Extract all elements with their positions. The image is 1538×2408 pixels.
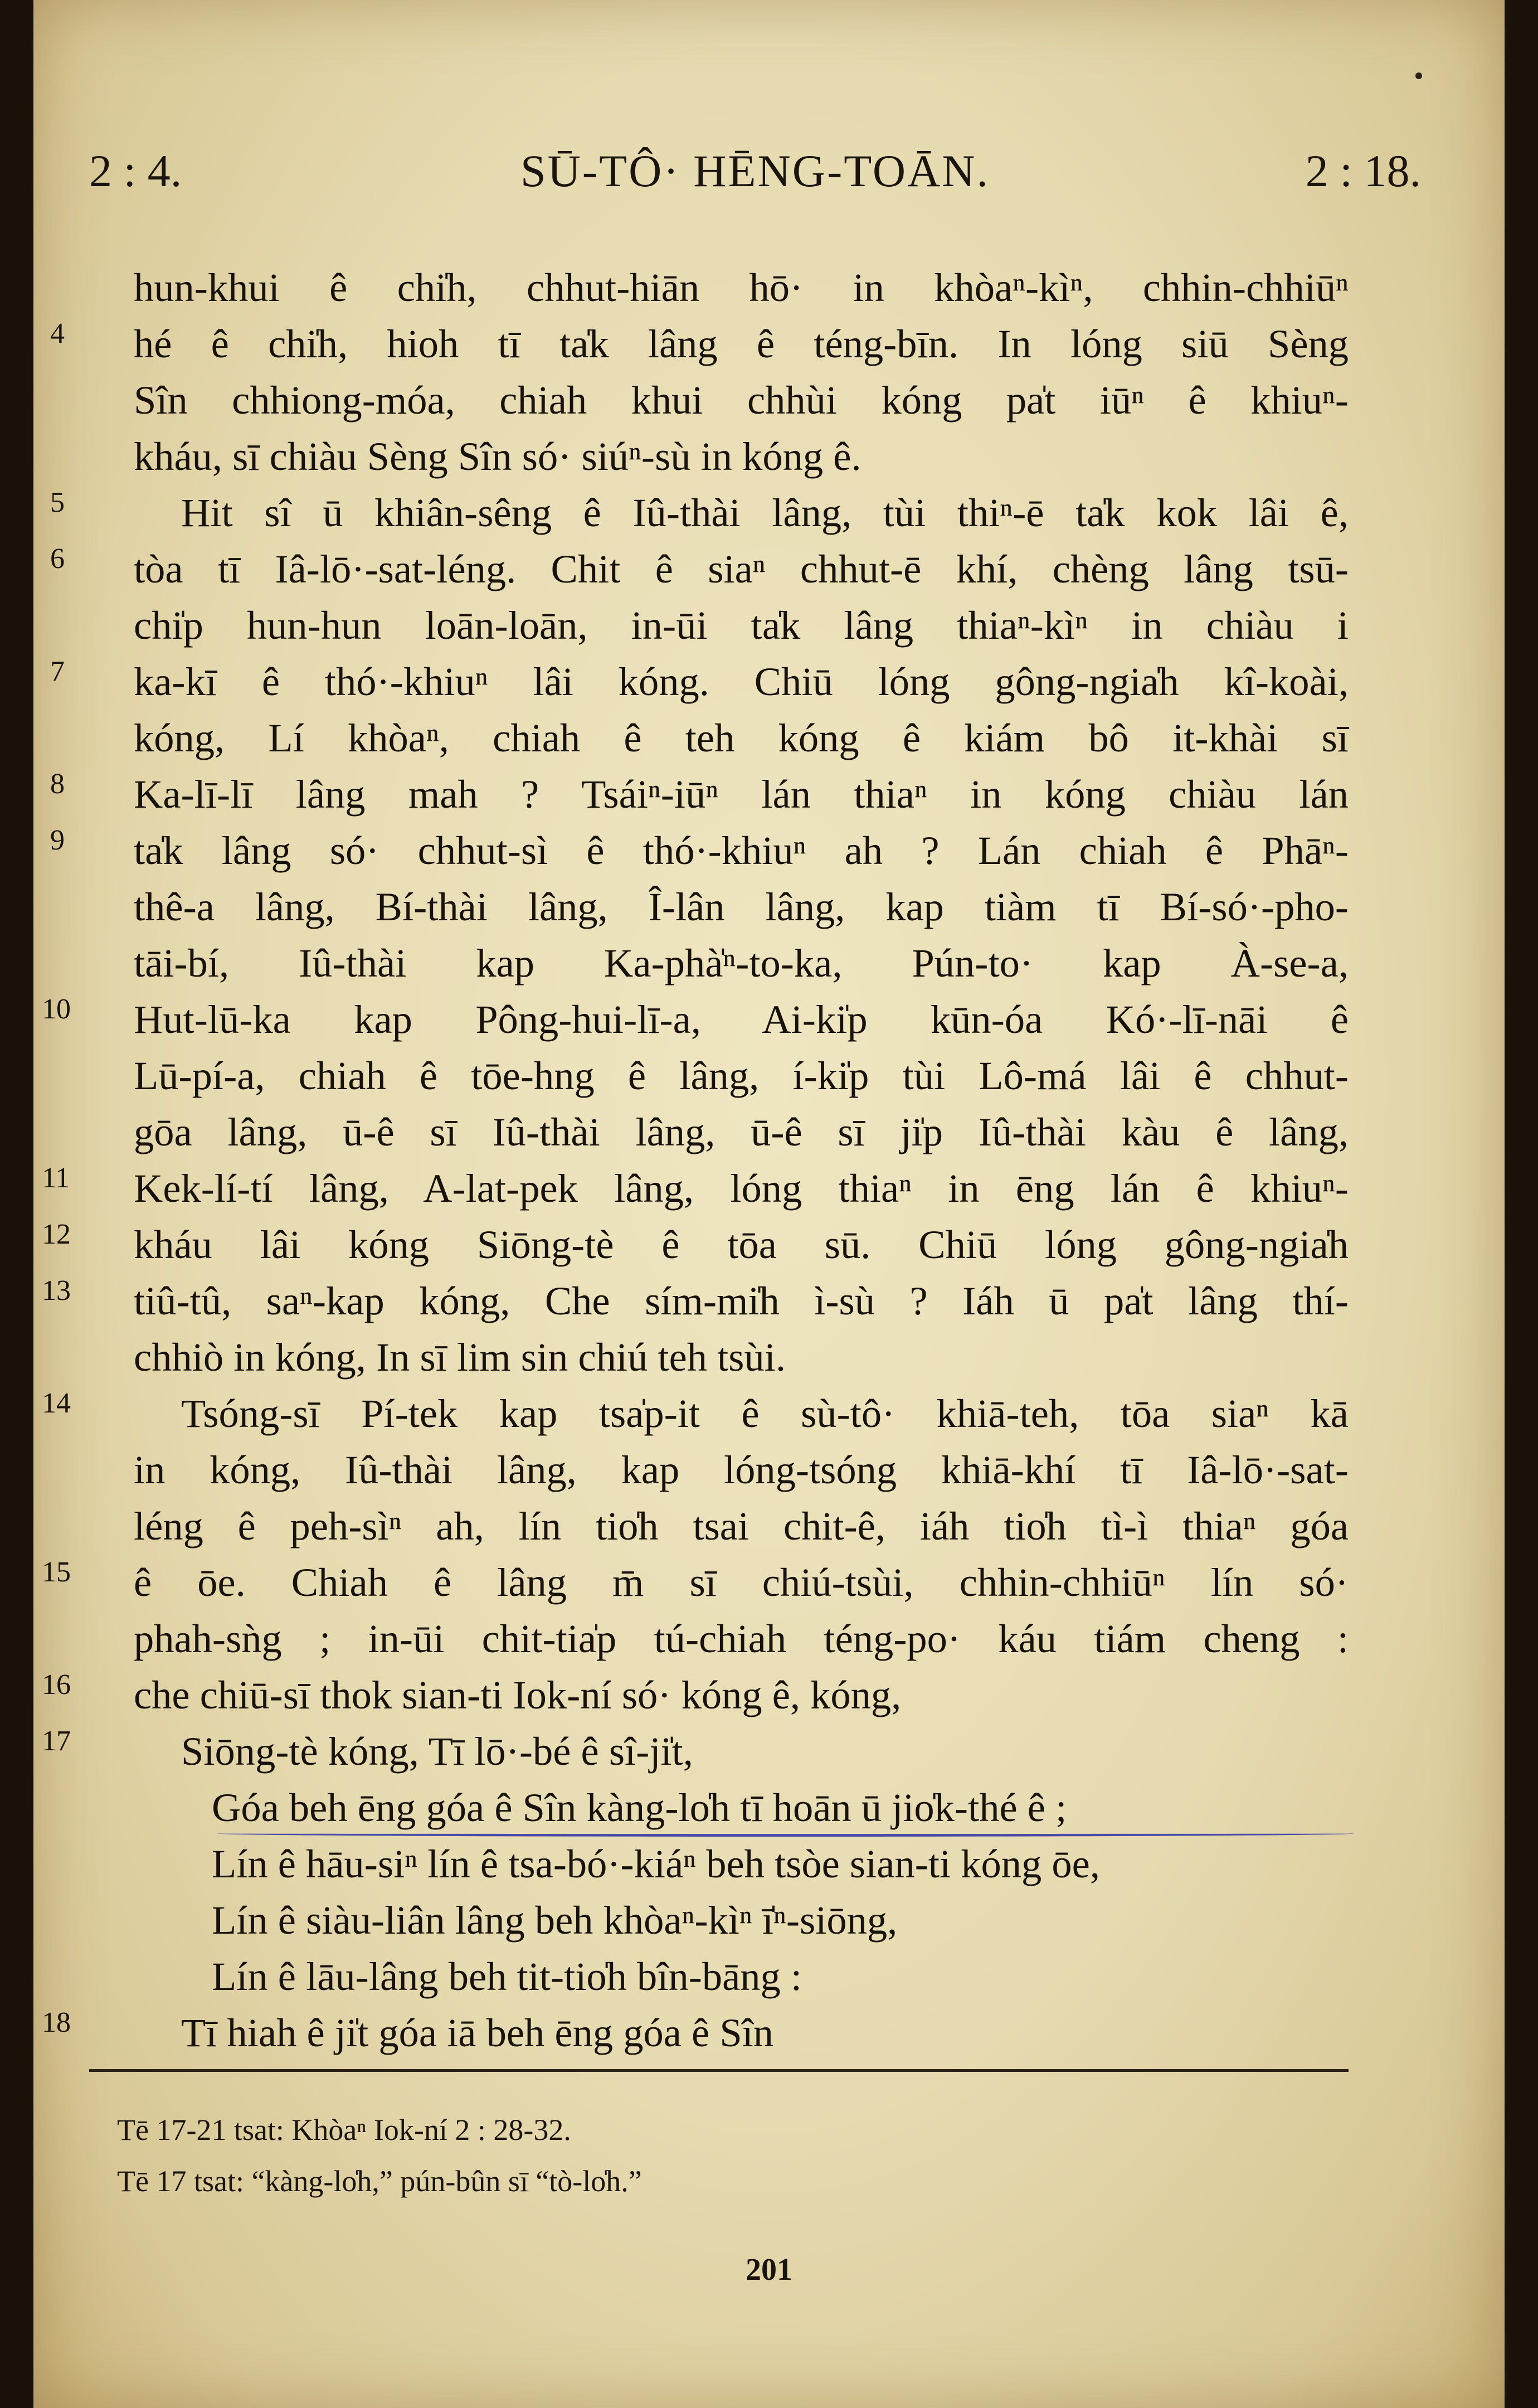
text-line xyxy=(50,484,1349,541)
footnotes xyxy=(117,2104,642,2207)
running-header xyxy=(89,145,1421,212)
line-text: Lín ê siàu-liân lâng beh khòaⁿ-kìⁿ ī̍ⁿ-siōng, xyxy=(212,1897,898,1943)
header-title: SŪ-TÔ· HĒNG-TOĀN. xyxy=(520,145,990,196)
text-line xyxy=(134,878,1349,935)
text-line xyxy=(134,259,1349,315)
line-text: in kóng, Iû-thài lâng, kap lóng-tsóng khiā-khí tī Iâ-lō·-sat- xyxy=(134,1447,1349,1492)
line-text: hé ê chi̍h, hioh tī ta̍k lâng ê téng-bīn. In lóng siū Sèng xyxy=(134,321,1349,366)
text-line xyxy=(42,1216,1349,1273)
line-text: Ka-lī-lī lâng mah ? Tsáiⁿ-iūⁿ lán thiaⁿ in kóng chiàu lán xyxy=(134,771,1349,817)
line-text: Góa beh ēng góa ê Sîn kàng-lo̍h tī hoān ū jio̍k-thé ê ; xyxy=(212,1785,1067,1830)
line-text: tāi-bí, Iû-thài kap Ka-phà̍ⁿ-to-ka, Pún-to· kap À-se-a, xyxy=(134,940,1349,985)
verse-number: 7 xyxy=(50,656,65,687)
line-text: Hit sî ū khiân-sêng ê Iû-thài lâng, tùi thiⁿ-ē ta̍k kok lâi ê, xyxy=(181,490,1349,535)
line-text: che chiū-sī thok sian-ti Iok-ní só· kóng ê, kóng, xyxy=(134,1672,902,1717)
text-line xyxy=(42,2004,1349,2061)
text-line xyxy=(134,1441,1349,1498)
text-line xyxy=(134,1610,1349,1667)
verse-number: 4 xyxy=(50,318,65,349)
text-line xyxy=(42,1273,1349,1329)
footnote: Tē 17-21 tsat: Khòaⁿ Iok-ní 2 : 28-32. xyxy=(117,2113,571,2147)
line-text: Hut-lū-ka kap Pông-hui-lī-a, Ai-ki̍p kūn-óa Kó·-lī-nāi ê xyxy=(134,997,1349,1042)
text-line xyxy=(50,766,1349,822)
text-line xyxy=(134,710,1349,766)
verse-number: 5 xyxy=(50,487,65,518)
line-text: ê ōe. Chiah ê lâng m̄ sī chiú-tsùi, chhin-chhiūⁿ lín só· xyxy=(134,1560,1349,1605)
text-line xyxy=(134,428,1349,484)
text-line xyxy=(134,935,1349,991)
line-text: ka-kī ê thó·-khiuⁿ lâi kóng. Chiū lóng gông-ngia̍h kî-koài, xyxy=(134,659,1349,704)
line-text: Tī hiah ê ji̍t góa iā beh ēng góa ê Sîn xyxy=(181,2010,774,2055)
book-page xyxy=(33,0,1505,2408)
line-text: kóng, Lí khòaⁿ, chiah ê teh kóng ê kiám bô it-khài sī xyxy=(134,715,1349,760)
text-line xyxy=(50,541,1349,597)
line-text: Tsóng-sī Pí-tek kap tsa̍p-it ê sù-tô· khiā-teh, tōa siaⁿ kā xyxy=(181,1391,1349,1436)
verse-number: 11 xyxy=(42,1162,70,1194)
line-text: hun-khui ê chi̍h, chhut-hiān hō· in khòaⁿ-kìⁿ, chhin-chhiūⁿ xyxy=(134,265,1349,310)
text-line xyxy=(134,1498,1349,1554)
line-text: Sîn chhiong-móa, chiah khui chhùi kóng pa̍t iūⁿ ê khiuⁿ- xyxy=(134,377,1349,423)
verse-number: 6 xyxy=(50,543,65,575)
text-line xyxy=(134,1892,1349,1948)
line-text: tiû-tû, saⁿ-kap kóng, Che sím-mi̍h ì-sù ? Iáh ū pa̍t lâng thí- xyxy=(134,1278,1349,1323)
text-line xyxy=(42,1385,1349,1441)
line-text: kháu, sī chiàu Sèng Sîn só· siúⁿ-sù in kóng ê. xyxy=(134,434,862,479)
verse-number: 16 xyxy=(42,1669,71,1701)
line-text: ta̍k lâng só· chhut-sì ê thó·-khiuⁿ ah ? Lán chiah ê Phāⁿ- xyxy=(134,828,1349,873)
text-line xyxy=(134,372,1349,428)
text-line xyxy=(134,1779,1349,1836)
verse-number: 8 xyxy=(50,768,65,800)
text-line xyxy=(134,1329,1349,1385)
line-text: Lín ê lāu-lâng beh tit-tio̍h bîn-bāng : xyxy=(212,1954,802,1999)
text-line xyxy=(42,1554,1349,1610)
verse-number: 15 xyxy=(42,1556,71,1588)
text-line xyxy=(42,1723,1349,1779)
verse-number: 13 xyxy=(42,1275,71,1307)
verse-number: 17 xyxy=(42,1725,71,1757)
text-line xyxy=(50,315,1349,372)
line-text: kháu lâi kóng Siōng-tè ê tōa sū. Chiū lóng gông-ngia̍h xyxy=(134,1222,1349,1267)
line-text: thê-a lâng, Bí-thài lâng, Î-lân lâng, kap tiàm tī Bí-só·-pho- xyxy=(134,884,1349,929)
line-text: Lū-pí-a, chiah ê tōe-hng ê lâng, í-ki̍p tùi Lô-má lâi ê chhut- xyxy=(134,1053,1349,1098)
line-text: Kek-lí-tí lâng, A-lat-pek lâng, lóng thiaⁿ in ēng lán ê khiuⁿ- xyxy=(134,1166,1349,1211)
header-right-reference: 2 : 18. xyxy=(1305,145,1421,196)
verse-number: 18 xyxy=(42,2007,71,2038)
text-line xyxy=(134,1836,1349,1892)
footnote-separator xyxy=(89,2069,1349,2072)
text-line xyxy=(50,822,1349,878)
header-left-reference: 2 : 4. xyxy=(89,145,182,196)
line-text: léng ê peh-sìⁿ ah, lín tio̍h tsai chit-ê, iáh tio̍h tì-ì thiaⁿ góa xyxy=(134,1503,1349,1548)
line-text: chi̍p hun-hun loān-loān, in-ūi ta̍k lâng thiaⁿ-kìⁿ in chiàu i xyxy=(134,603,1349,648)
page-number: 201 xyxy=(746,2252,792,2287)
verse-number: 9 xyxy=(50,824,65,856)
text-line xyxy=(42,991,1349,1047)
text-line xyxy=(134,1104,1349,1160)
verse-number: 14 xyxy=(42,1387,71,1419)
speck xyxy=(1415,72,1422,79)
body-text xyxy=(42,259,1349,2061)
text-line xyxy=(42,1667,1349,1723)
line-text: Lín ê hāu-siⁿ lín ê tsa-bó·-kiáⁿ beh tsòe sian-ti kóng ōe, xyxy=(212,1841,1100,1886)
line-text: chhiò in kóng, In sī lim sin chiú teh tsùi. xyxy=(134,1334,786,1380)
verse-number: 12 xyxy=(42,1218,71,1250)
line-text: Siōng-tè kóng, Tī lō·-bé ê sî-ji̍t, xyxy=(181,1729,693,1774)
text-line xyxy=(134,597,1349,653)
text-line xyxy=(134,1948,1349,2004)
text-line xyxy=(50,653,1349,710)
line-text: phah-sǹg ; in-ūi chit-tia̍p tú-chiah téng-po· káu tiám cheng : xyxy=(134,1616,1349,1661)
text-line xyxy=(42,1160,1349,1216)
line-text: gōa lâng, ū-ê sī Iû-thài lâng, ū-ê sī ji̍p Iû-thài kàu ê lâng, xyxy=(134,1109,1349,1154)
footnote: Tē 17 tsat: “kàng-lo̍h,” pún-bûn sī “tò-lo̍h.” xyxy=(117,2164,642,2198)
line-text: tòa tī Iâ-lō·-sat-léng. Chit ê siaⁿ chhut-ē khí, chèng lâng tsū- xyxy=(134,546,1349,591)
text-line xyxy=(134,1047,1349,1104)
verse-number: 10 xyxy=(42,993,71,1025)
